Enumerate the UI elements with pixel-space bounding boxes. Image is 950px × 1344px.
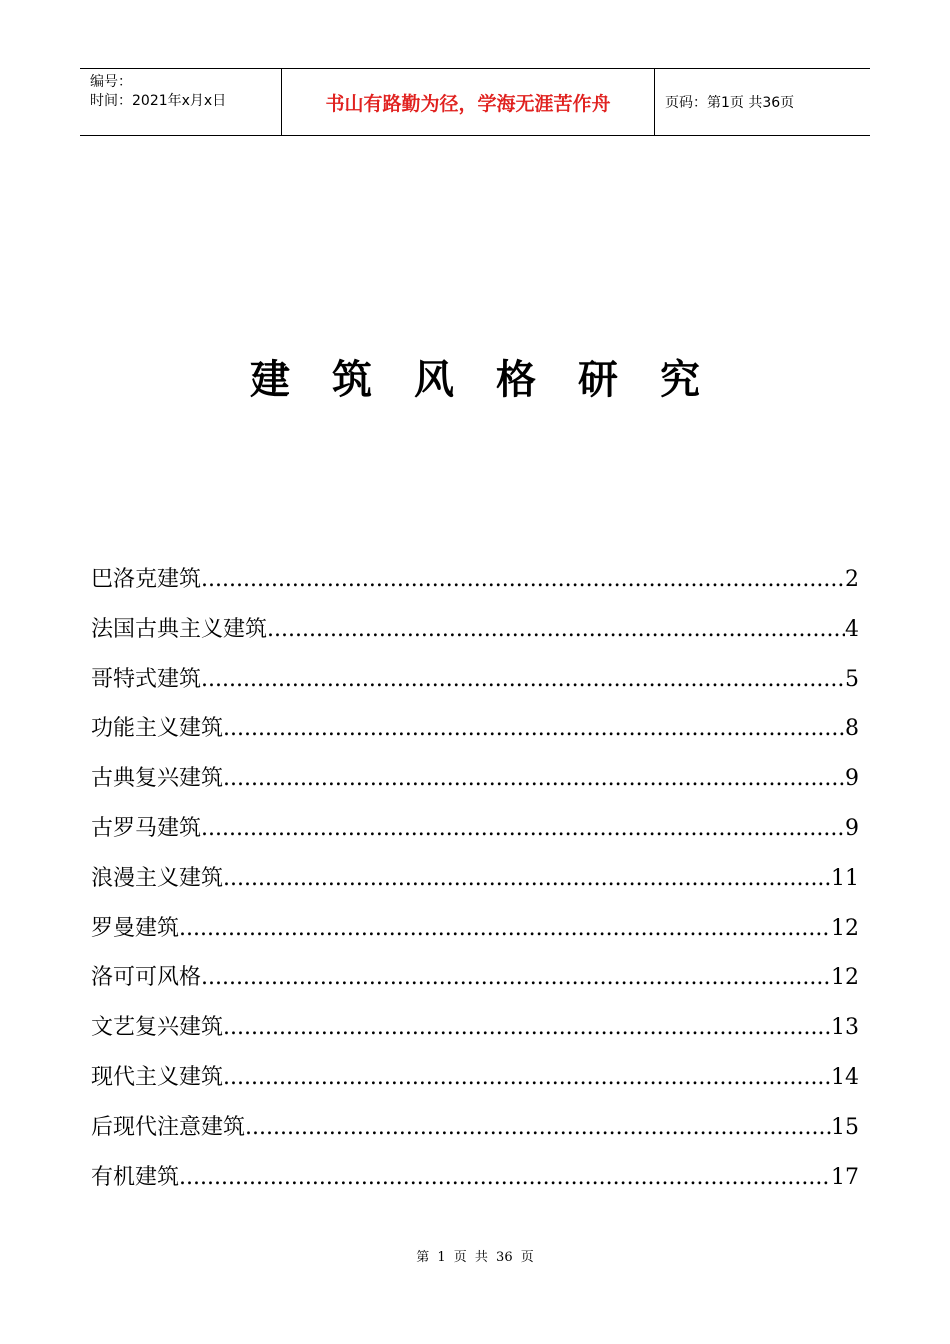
toc-entry-page: 13 [831,1015,859,1041]
toc-entry-page: 4 [845,616,859,642]
toc-entry[interactable] [91,660,859,710]
table-of-contents [91,560,859,1207]
toc-entry-label: 现代主义建筑 [91,1064,224,1090]
toc-entry[interactable] [91,958,859,1008]
toc-leader-dots [223,859,831,899]
toc-leader-dots [223,709,845,749]
document-time-label: 时间：2021年x月x日 [90,93,227,109]
toc-entry[interactable] [91,1158,859,1208]
toc-entry-label: 功能主义建筑 [91,716,224,742]
toc-entry-label: 哥特式建筑 [91,666,202,692]
header-page-cell [655,69,870,135]
toc-leader-dots [201,958,831,998]
toc-entry-label: 巴洛克建筑 [91,567,202,592]
toc-leader-dots [223,1058,831,1098]
toc-entry-page: 12 [831,915,859,941]
toc-entry-label: 洛可可风格 [91,965,202,991]
toc-entry[interactable] [91,560,859,610]
toc-entry[interactable] [91,709,859,759]
toc-entry-label: 法国古典主义建筑 [91,616,268,642]
toc-entry-page: 17 [831,1164,859,1190]
toc-entry[interactable] [91,809,859,859]
toc-entry-page: 14 [831,1064,859,1090]
page-header [80,68,870,136]
toc-leader-dots [223,759,845,799]
toc-entry[interactable] [91,859,859,909]
toc-leader-dots [223,1008,831,1048]
toc-entry-label: 浪漫主义建筑 [91,865,224,891]
toc-entry[interactable] [91,1008,859,1058]
toc-leader-dots [201,660,845,700]
document-title: 建筑风格研究 [250,356,742,403]
toc-entry-page: 11 [831,865,859,891]
header-meta-cell [80,69,282,135]
toc-leader-dots [201,809,845,849]
toc-leader-dots [179,1158,831,1198]
toc-entry-page: 9 [845,766,859,792]
toc-entry-label: 有机建筑 [91,1164,180,1190]
header-motto-cell [282,69,655,135]
toc-entry[interactable] [91,610,859,660]
toc-entry-page: 15 [831,1114,859,1140]
header-motto: 书山有路勤为径，学海无涯苦作舟 [325,92,611,115]
toc-entry-page: 9 [845,815,859,841]
toc-entry-page: 5 [845,666,859,692]
toc-entry[interactable] [91,1108,859,1158]
toc-entry-label: 罗曼建筑 [91,915,180,941]
page-footer: 第 1 页 共 36 页 [416,1250,534,1265]
toc-entry[interactable] [91,909,859,959]
toc-entry-label: 后现代注意建筑 [91,1114,246,1140]
toc-leader-dots [179,909,831,949]
toc-entry-page: 2 [845,567,859,592]
toc-entry[interactable] [91,759,859,809]
toc-entry[interactable] [91,1058,859,1108]
toc-leader-dots [267,610,845,650]
toc-entry-label: 文艺复兴建筑 [91,1015,224,1041]
header-page-label: 页码：第1页 共36页 [665,95,795,111]
toc-entry-label: 古罗马建筑 [91,815,202,841]
toc-entry-page: 8 [845,716,859,742]
toc-entry-page: 12 [831,965,859,991]
toc-entry-label: 古典复兴建筑 [91,766,224,792]
document-number-label: 编号： [90,74,132,90]
toc-leader-dots [245,1108,831,1148]
toc-leader-dots [201,560,845,600]
